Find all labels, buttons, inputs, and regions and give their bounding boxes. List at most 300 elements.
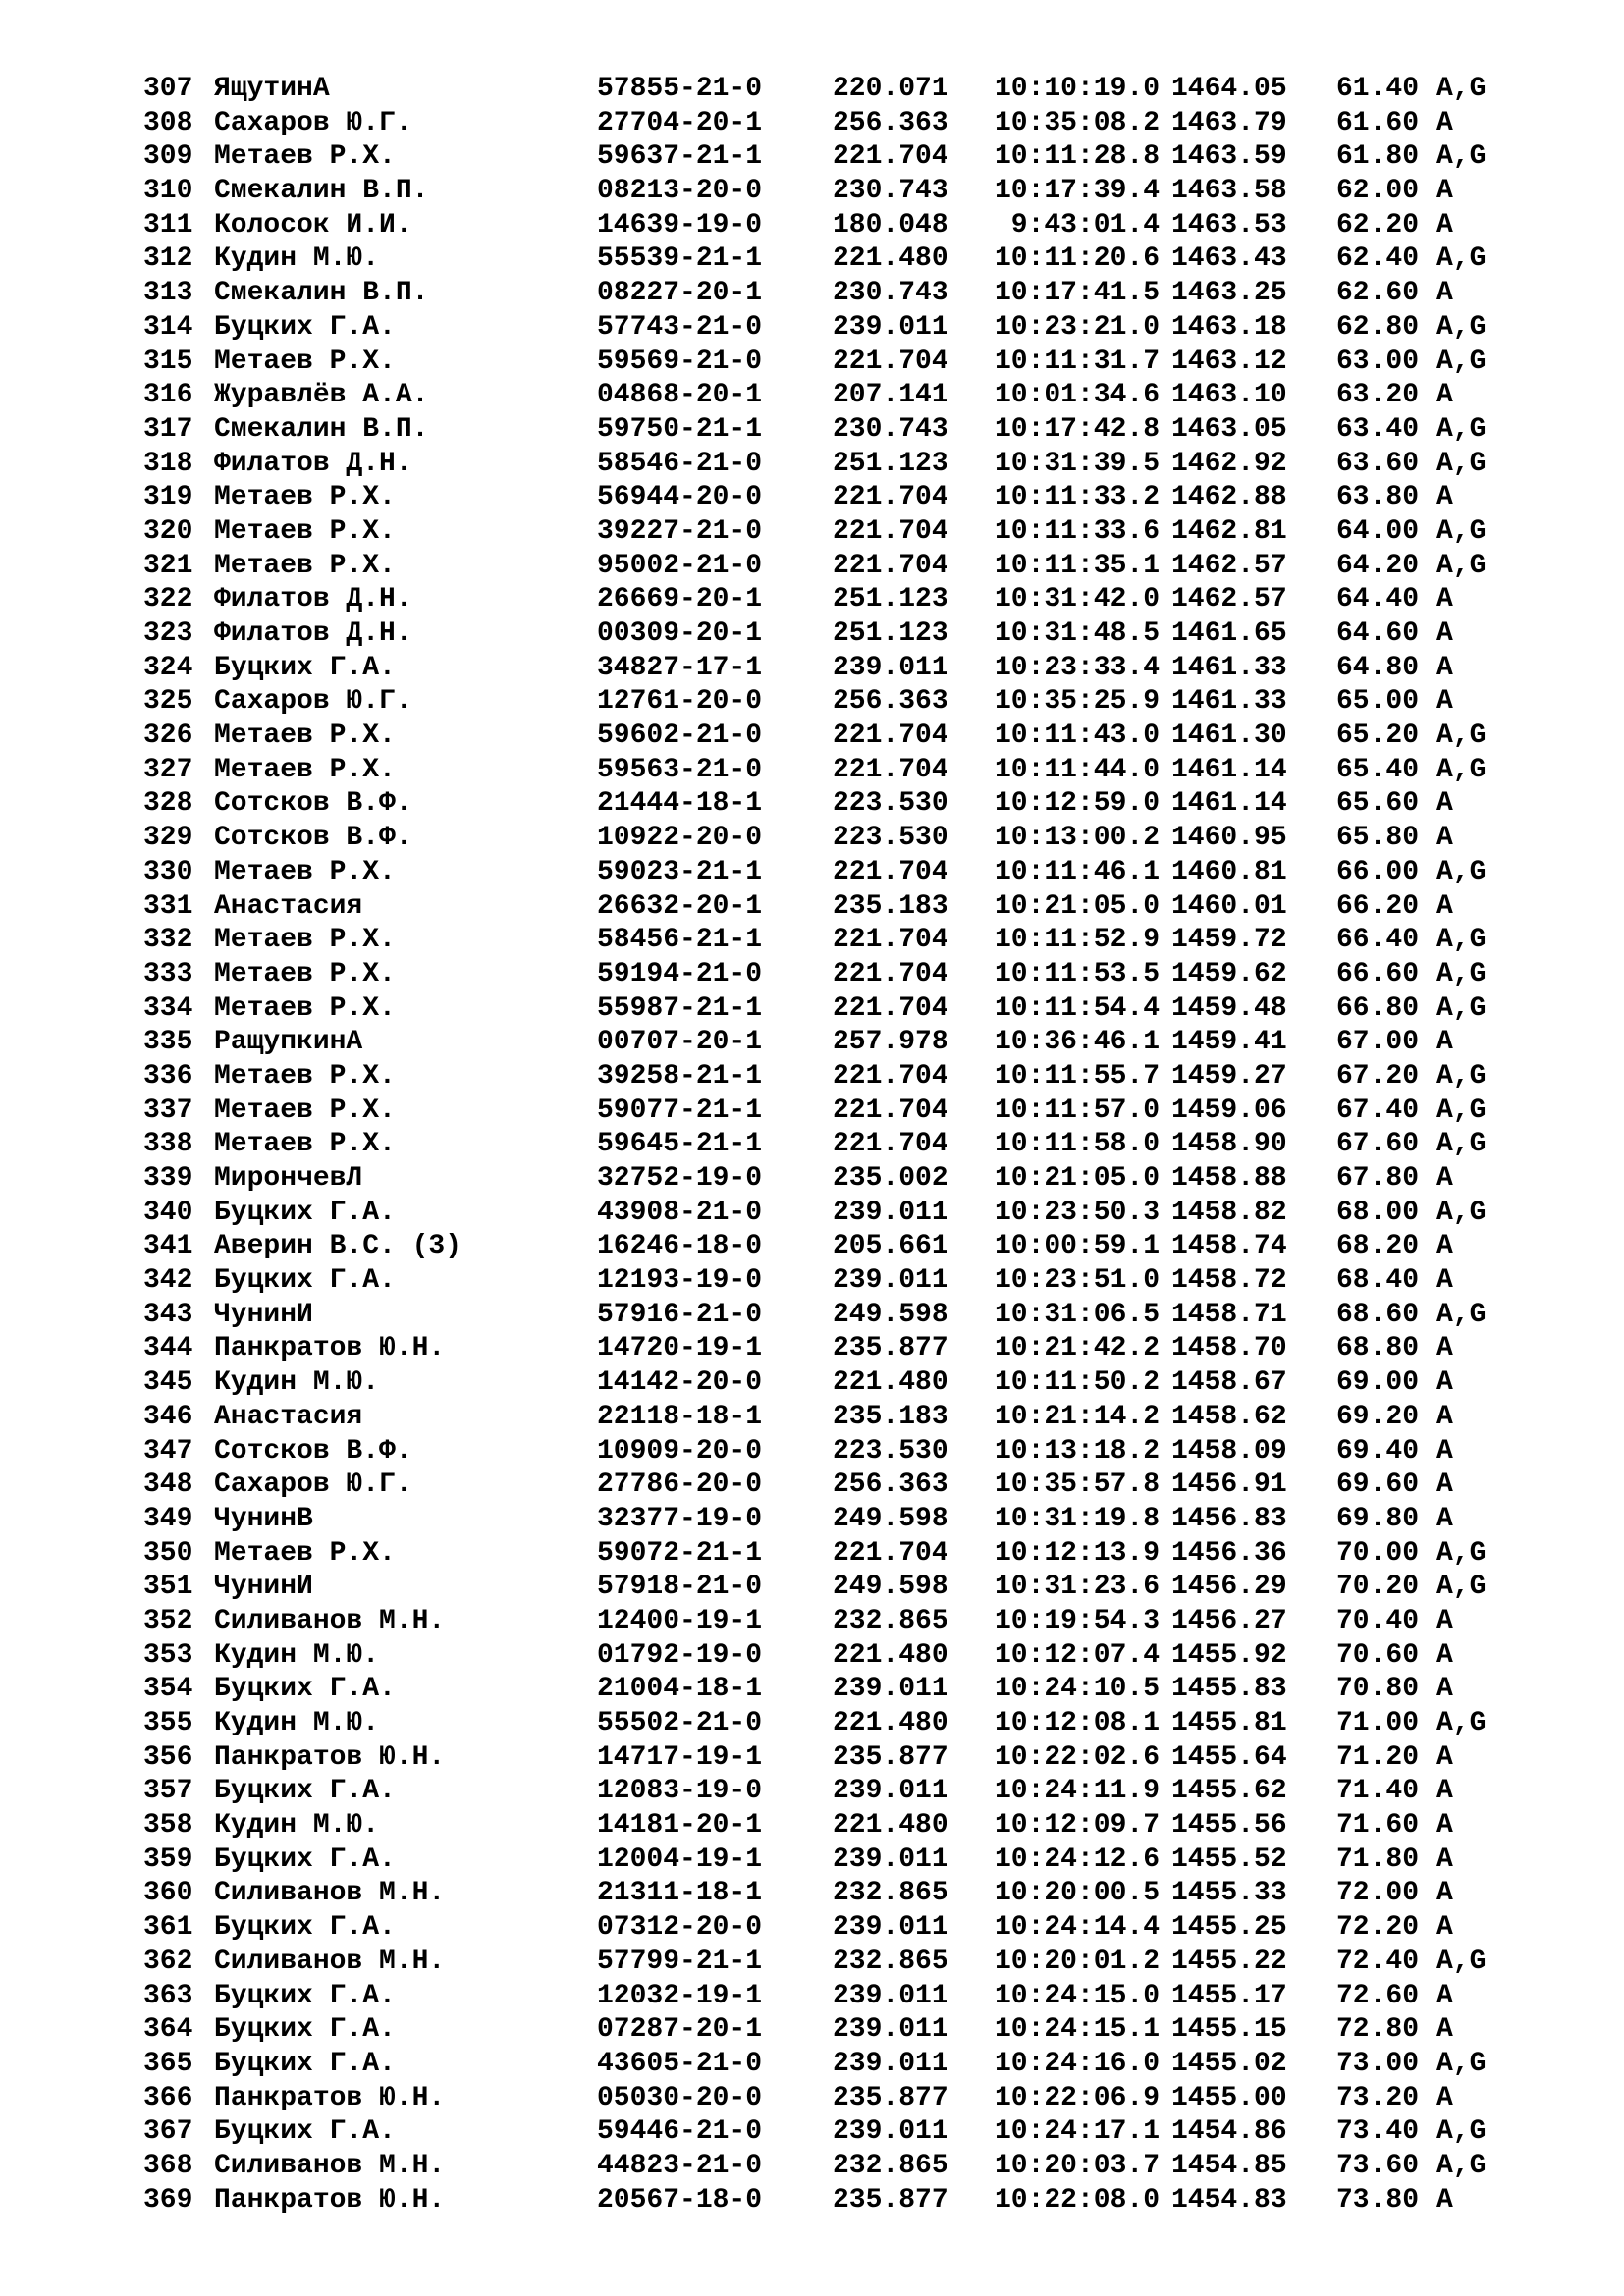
result-row bbox=[143, 448, 1518, 482]
points-cell: 65.40 bbox=[1336, 754, 1420, 785]
fancier-name-cell: Сотсков В.Ф. bbox=[214, 823, 412, 854]
velocity-cell: 1458.70 bbox=[1171, 1333, 1287, 1364]
flags-cell: A,G bbox=[1436, 1537, 1487, 1569]
points-cell: 61.60 bbox=[1336, 107, 1420, 138]
fancier-name-cell: ЧунинИ bbox=[214, 1299, 313, 1330]
points-cell: 64.60 bbox=[1336, 618, 1420, 649]
fancier-name-cell: Смекалин В.П. bbox=[214, 176, 429, 207]
fancier-name-cell: Метаев Р.Х. bbox=[214, 1129, 396, 1160]
arrival-time-cell: 10:13:18.2 bbox=[994, 1435, 1160, 1467]
rank-cell: 321 bbox=[143, 550, 193, 581]
distance-cell: 256.363 bbox=[833, 686, 948, 718]
fancier-name-cell: Метаев Р.Х. bbox=[214, 346, 396, 377]
rank-cell: 368 bbox=[143, 2150, 193, 2181]
rank-cell: 359 bbox=[143, 1843, 193, 1875]
result-row bbox=[143, 1332, 1518, 1366]
arrival-time-cell: 10:11:44.0 bbox=[994, 754, 1160, 785]
distance-cell: 221.480 bbox=[833, 1708, 948, 1738]
arrival-time-cell: 10:23:21.0 bbox=[994, 311, 1160, 343]
rank-cell: 332 bbox=[143, 925, 193, 956]
ring-id-cell: 26632-20-1 bbox=[597, 890, 763, 922]
velocity-cell: 1454.86 bbox=[1171, 2116, 1287, 2148]
result-row bbox=[143, 481, 1518, 515]
result-row bbox=[143, 754, 1518, 788]
velocity-cell: 1463.53 bbox=[1171, 209, 1287, 240]
arrival-time-cell: 10:20:01.2 bbox=[994, 1946, 1160, 1977]
flags-cell: A bbox=[1436, 890, 1453, 922]
distance-cell: 221.704 bbox=[833, 992, 948, 1024]
rank-cell: 326 bbox=[143, 721, 193, 752]
rank-cell: 311 bbox=[143, 209, 193, 240]
fancier-name-cell: Сахаров Ю.Г. bbox=[214, 107, 412, 138]
arrival-time-cell: 10:13:00.2 bbox=[994, 823, 1160, 854]
velocity-cell: 1463.59 bbox=[1171, 141, 1287, 173]
flags-cell: A,G bbox=[1436, 1299, 1487, 1330]
points-cell: 68.80 bbox=[1336, 1333, 1420, 1364]
ring-id-cell: 14639-19-0 bbox=[597, 209, 763, 240]
ring-id-cell: 32752-19-0 bbox=[597, 1163, 763, 1194]
flags-cell: A,G bbox=[1436, 1708, 1487, 1738]
rank-cell: 324 bbox=[143, 652, 193, 683]
velocity-cell: 1459.62 bbox=[1171, 958, 1287, 989]
fancier-name-cell: Метаев Р.Х. bbox=[214, 925, 396, 956]
distance-cell: 232.865 bbox=[833, 1946, 948, 1977]
velocity-cell: 1461.14 bbox=[1171, 754, 1287, 785]
rank-cell: 335 bbox=[143, 1027, 193, 1058]
points-cell: 65.80 bbox=[1336, 823, 1420, 854]
velocity-cell: 1458.74 bbox=[1171, 1231, 1287, 1262]
points-cell: 62.60 bbox=[1336, 278, 1420, 309]
rank-cell: 349 bbox=[143, 1503, 193, 1534]
distance-cell: 235.183 bbox=[833, 890, 948, 922]
result-row bbox=[143, 1128, 1518, 1162]
points-cell: 63.80 bbox=[1336, 482, 1420, 513]
arrival-time-cell: 10:21:42.2 bbox=[994, 1333, 1160, 1364]
result-row bbox=[143, 413, 1518, 448]
result-row bbox=[143, 515, 1518, 550]
ring-id-cell: 57743-21-0 bbox=[597, 311, 763, 343]
flags-cell: A,G bbox=[1436, 1197, 1487, 1228]
distance-cell: 221.704 bbox=[833, 721, 948, 752]
points-cell: 66.40 bbox=[1336, 925, 1420, 956]
velocity-cell: 1460.01 bbox=[1171, 890, 1287, 922]
arrival-time-cell: 10:12:09.7 bbox=[994, 1810, 1160, 1842]
rank-cell: 356 bbox=[143, 1741, 193, 1773]
velocity-cell: 1462.92 bbox=[1171, 448, 1287, 479]
ring-id-cell: 12032-19-1 bbox=[597, 1980, 763, 2011]
ring-id-cell: 00707-20-1 bbox=[597, 1027, 763, 1058]
arrival-time-cell: 10:24:15.1 bbox=[994, 2014, 1160, 2046]
arrival-time-cell: 10:24:16.0 bbox=[994, 2048, 1160, 2079]
rank-cell: 357 bbox=[143, 1776, 193, 1807]
distance-cell: 221.704 bbox=[833, 958, 948, 989]
ring-id-cell: 21004-18-1 bbox=[597, 1674, 763, 1705]
fancier-name-cell: РащупкинА bbox=[214, 1027, 363, 1058]
result-row bbox=[143, 1468, 1518, 1503]
ring-id-cell: 59569-21-0 bbox=[597, 346, 763, 377]
velocity-cell: 1455.81 bbox=[1171, 1708, 1287, 1738]
fancier-name-cell: Сахаров Ю.Г. bbox=[214, 1469, 412, 1501]
fancier-name-cell: Буцких Г.А. bbox=[214, 2014, 396, 2046]
arrival-time-cell: 10:12:13.9 bbox=[994, 1537, 1160, 1569]
distance-cell: 223.530 bbox=[833, 823, 948, 854]
arrival-time-cell: 10:21:05.0 bbox=[994, 1163, 1160, 1194]
velocity-cell: 1455.15 bbox=[1171, 2014, 1287, 2046]
rank-cell: 309 bbox=[143, 141, 193, 173]
rank-cell: 351 bbox=[143, 1572, 193, 1603]
arrival-time-cell: 10:31:19.8 bbox=[994, 1503, 1160, 1534]
flags-cell: A bbox=[1436, 1776, 1453, 1807]
rank-cell: 346 bbox=[143, 1401, 193, 1432]
result-row bbox=[143, 822, 1518, 856]
distance-cell: 256.363 bbox=[833, 1469, 948, 1501]
rank-cell: 345 bbox=[143, 1367, 193, 1399]
flags-cell: A bbox=[1436, 278, 1453, 309]
velocity-cell: 1458.82 bbox=[1171, 1197, 1287, 1228]
flags-cell: A,G bbox=[1436, 515, 1487, 547]
result-row bbox=[143, 1060, 1518, 1095]
ring-id-cell: 14142-20-0 bbox=[597, 1367, 763, 1399]
points-cell: 73.20 bbox=[1336, 2082, 1420, 2113]
fancier-name-cell: Панкратов Ю.Н. bbox=[214, 1333, 446, 1364]
distance-cell: 232.865 bbox=[833, 1878, 948, 1909]
rank-cell: 314 bbox=[143, 311, 193, 343]
fancier-name-cell: Буцких Г.А. bbox=[214, 1776, 396, 1807]
result-row bbox=[143, 1605, 1518, 1639]
velocity-cell: 1454.83 bbox=[1171, 2184, 1287, 2216]
rank-cell: 333 bbox=[143, 958, 193, 989]
rank-cell: 369 bbox=[143, 2184, 193, 2216]
arrival-time-cell: 10:23:33.4 bbox=[994, 652, 1160, 683]
fancier-name-cell: Метаев Р.Х. bbox=[214, 1537, 396, 1569]
result-row bbox=[143, 1162, 1518, 1197]
points-cell: 66.60 bbox=[1336, 958, 1420, 989]
flags-cell: A bbox=[1436, 1231, 1453, 1262]
fancier-name-cell: Колосок И.И. bbox=[214, 209, 412, 240]
fancier-name-cell: ЧунинИ bbox=[214, 1572, 313, 1603]
arrival-time-cell: 9:43:01.4 bbox=[1010, 209, 1160, 240]
fancier-name-cell: Силиванов М.Н. bbox=[214, 1878, 446, 1909]
velocity-cell: 1455.17 bbox=[1171, 1980, 1287, 2011]
ring-id-cell: 10909-20-0 bbox=[597, 1435, 763, 1467]
fancier-name-cell: Смекалин В.П. bbox=[214, 413, 429, 445]
flags-cell: A,G bbox=[1436, 754, 1487, 785]
result-row bbox=[143, 2115, 1518, 2150]
velocity-cell: 1455.52 bbox=[1171, 1843, 1287, 1875]
points-cell: 65.20 bbox=[1336, 721, 1420, 752]
points-cell: 68.20 bbox=[1336, 1231, 1420, 1262]
ring-id-cell: 05030-20-0 bbox=[597, 2082, 763, 2113]
ring-id-cell: 01792-19-0 bbox=[597, 1639, 763, 1671]
arrival-time-cell: 10:20:03.7 bbox=[994, 2150, 1160, 2181]
velocity-cell: 1455.64 bbox=[1171, 1741, 1287, 1773]
fancier-name-cell: Кудин М.Ю. bbox=[214, 1367, 380, 1399]
rank-cell: 354 bbox=[143, 1674, 193, 1705]
ring-id-cell: 59023-21-1 bbox=[597, 856, 763, 887]
rank-cell: 315 bbox=[143, 346, 193, 377]
result-row bbox=[143, 856, 1518, 890]
arrival-time-cell: 10:11:57.0 bbox=[994, 1095, 1160, 1126]
arrival-time-cell: 10:12:08.1 bbox=[994, 1708, 1160, 1738]
fancier-name-cell: Метаев Р.Х. bbox=[214, 1060, 396, 1092]
points-cell: 73.40 bbox=[1336, 2116, 1420, 2148]
result-row bbox=[143, 1775, 1518, 1809]
result-row bbox=[143, 924, 1518, 958]
flags-cell: A bbox=[1436, 1980, 1453, 2011]
result-row bbox=[143, 175, 1518, 209]
rank-cell: 310 bbox=[143, 176, 193, 207]
ring-id-cell: 12083-19-0 bbox=[597, 1776, 763, 1807]
flags-cell: A,G bbox=[1436, 1572, 1487, 1603]
distance-cell: 221.480 bbox=[833, 243, 948, 275]
arrival-time-cell: 10:11:35.1 bbox=[994, 550, 1160, 581]
distance-cell: 180.048 bbox=[833, 209, 948, 240]
flags-cell: A,G bbox=[1436, 346, 1487, 377]
points-cell: 63.60 bbox=[1336, 448, 1420, 479]
flags-cell: A bbox=[1436, 1367, 1453, 1399]
points-cell: 63.20 bbox=[1336, 380, 1420, 411]
ring-id-cell: 00309-20-1 bbox=[597, 618, 763, 649]
rank-cell: 325 bbox=[143, 686, 193, 718]
points-cell: 63.40 bbox=[1336, 413, 1420, 445]
ring-id-cell: 39258-21-1 bbox=[597, 1060, 763, 1092]
flags-cell: A bbox=[1436, 686, 1453, 718]
distance-cell: 251.123 bbox=[833, 584, 948, 615]
flags-cell: A bbox=[1436, 652, 1453, 683]
flags-cell: A bbox=[1436, 1333, 1453, 1364]
ring-id-cell: 59077-21-1 bbox=[597, 1095, 763, 1126]
arrival-time-cell: 10:23:50.3 bbox=[994, 1197, 1160, 1228]
velocity-cell: 1459.72 bbox=[1171, 925, 1287, 956]
fancier-name-cell: Филатов Д.Н. bbox=[214, 584, 412, 615]
rank-cell: 342 bbox=[143, 1265, 193, 1297]
velocity-cell: 1459.06 bbox=[1171, 1095, 1287, 1126]
distance-cell: 239.011 bbox=[833, 2014, 948, 2046]
result-row bbox=[143, 2150, 1518, 2184]
flags-cell: A bbox=[1436, 1843, 1453, 1875]
ring-id-cell: 14717-19-1 bbox=[597, 1741, 763, 1773]
rank-cell: 352 bbox=[143, 1605, 193, 1636]
ring-id-cell: 59637-21-1 bbox=[597, 141, 763, 173]
rank-cell: 355 bbox=[143, 1708, 193, 1738]
ring-id-cell: 57799-21-1 bbox=[597, 1946, 763, 1977]
ring-id-cell: 04868-20-1 bbox=[597, 380, 763, 411]
distance-cell: 221.704 bbox=[833, 346, 948, 377]
velocity-cell: 1460.81 bbox=[1171, 856, 1287, 887]
distance-cell: 221.704 bbox=[833, 1060, 948, 1092]
ring-id-cell: 12400-19-1 bbox=[597, 1605, 763, 1636]
arrival-time-cell: 10:11:50.2 bbox=[994, 1367, 1160, 1399]
points-cell: 71.00 bbox=[1336, 1708, 1420, 1738]
arrival-time-cell: 10:31:06.5 bbox=[994, 1299, 1160, 1330]
flags-cell: A bbox=[1436, 1503, 1453, 1534]
velocity-cell: 1463.25 bbox=[1171, 278, 1287, 309]
distance-cell: 221.704 bbox=[833, 1129, 948, 1160]
arrival-time-cell: 10:01:34.6 bbox=[994, 380, 1160, 411]
distance-cell: 249.598 bbox=[833, 1299, 948, 1330]
ring-id-cell: 59563-21-0 bbox=[597, 754, 763, 785]
arrival-time-cell: 10:11:46.1 bbox=[994, 856, 1160, 887]
rank-cell: 316 bbox=[143, 380, 193, 411]
fancier-name-cell: Буцких Г.А. bbox=[214, 1912, 396, 1944]
velocity-cell: 1462.57 bbox=[1171, 584, 1287, 615]
flags-cell: A bbox=[1436, 584, 1453, 615]
ring-id-cell: 12761-20-0 bbox=[597, 686, 763, 718]
fancier-name-cell: Метаев Р.Х. bbox=[214, 141, 396, 173]
velocity-cell: 1461.65 bbox=[1171, 618, 1287, 649]
distance-cell: 239.011 bbox=[833, 1674, 948, 1705]
points-cell: 69.60 bbox=[1336, 1469, 1420, 1501]
ring-id-cell: 59645-21-1 bbox=[597, 1129, 763, 1160]
rank-cell: 307 bbox=[143, 74, 193, 104]
velocity-cell: 1459.41 bbox=[1171, 1027, 1287, 1058]
result-row bbox=[143, 140, 1518, 175]
result-row bbox=[143, 1707, 1518, 1741]
rank-cell: 327 bbox=[143, 754, 193, 785]
arrival-time-cell: 10:23:51.0 bbox=[994, 1265, 1160, 1297]
points-cell: 66.80 bbox=[1336, 992, 1420, 1024]
distance-cell: 239.011 bbox=[833, 1197, 948, 1228]
flags-cell: A bbox=[1436, 1810, 1453, 1842]
velocity-cell: 1455.92 bbox=[1171, 1639, 1287, 1671]
distance-cell: 239.011 bbox=[833, 311, 948, 343]
flags-cell: A bbox=[1436, 1469, 1453, 1501]
rank-cell: 340 bbox=[143, 1197, 193, 1228]
points-cell: 67.40 bbox=[1336, 1095, 1420, 1126]
ring-id-cell: 57918-21-0 bbox=[597, 1572, 763, 1603]
ring-id-cell: 43605-21-0 bbox=[597, 2048, 763, 2079]
fancier-name-cell: Буцких Г.А. bbox=[214, 2048, 396, 2079]
ring-id-cell: 59602-21-0 bbox=[597, 721, 763, 752]
fancier-name-cell: Филатов Д.Н. bbox=[214, 448, 412, 479]
flags-cell: A bbox=[1436, 209, 1453, 240]
fancier-name-cell: Метаев Р.Х. bbox=[214, 515, 396, 547]
ring-id-cell: 56944-20-0 bbox=[597, 482, 763, 513]
ring-id-cell: 21444-18-1 bbox=[597, 788, 763, 820]
distance-cell: 221.704 bbox=[833, 925, 948, 956]
rank-cell: 337 bbox=[143, 1095, 193, 1126]
velocity-cell: 1455.00 bbox=[1171, 2082, 1287, 2113]
flags-cell: A,G bbox=[1436, 243, 1487, 275]
ring-id-cell: 10922-20-0 bbox=[597, 823, 763, 854]
result-row bbox=[143, 2048, 1518, 2082]
distance-cell: 221.704 bbox=[833, 515, 948, 547]
result-row bbox=[143, 1503, 1518, 1537]
arrival-time-cell: 10:35:57.8 bbox=[994, 1469, 1160, 1501]
distance-cell: 249.598 bbox=[833, 1572, 948, 1603]
velocity-cell: 1463.79 bbox=[1171, 107, 1287, 138]
arrival-time-cell: 10:35:08.2 bbox=[994, 107, 1160, 138]
distance-cell: 239.011 bbox=[833, 2048, 948, 2079]
flags-cell: A,G bbox=[1436, 1060, 1487, 1092]
fancier-name-cell: ЯщутинА bbox=[214, 74, 330, 104]
velocity-cell: 1456.27 bbox=[1171, 1605, 1287, 1636]
flags-cell: A bbox=[1436, 823, 1453, 854]
velocity-cell: 1454.85 bbox=[1171, 2150, 1287, 2181]
rank-cell: 320 bbox=[143, 515, 193, 547]
rank-cell: 350 bbox=[143, 1537, 193, 1569]
ring-id-cell: 43908-21-0 bbox=[597, 1197, 763, 1228]
flags-cell: A bbox=[1436, 2082, 1453, 2113]
result-row bbox=[143, 1366, 1518, 1401]
ring-id-cell: 27786-20-0 bbox=[597, 1469, 763, 1501]
result-row bbox=[143, 890, 1518, 925]
velocity-cell: 1459.48 bbox=[1171, 992, 1287, 1024]
arrival-time-cell: 10:22:08.0 bbox=[994, 2184, 1160, 2216]
velocity-cell: 1455.33 bbox=[1171, 1878, 1287, 1909]
distance-cell: 239.011 bbox=[833, 1980, 948, 2011]
distance-cell: 235.002 bbox=[833, 1163, 948, 1194]
points-cell: 72.60 bbox=[1336, 1980, 1420, 2011]
arrival-time-cell: 10:21:05.0 bbox=[994, 890, 1160, 922]
flags-cell: A,G bbox=[1436, 992, 1487, 1024]
result-row bbox=[143, 1026, 1518, 1060]
ring-id-cell: 58456-21-1 bbox=[597, 925, 763, 956]
result-row bbox=[143, 1435, 1518, 1469]
fancier-name-cell: Кудин М.Ю. bbox=[214, 1708, 380, 1738]
result-row bbox=[143, 1095, 1518, 1129]
ring-id-cell: 26669-20-1 bbox=[597, 584, 763, 615]
arrival-time-cell: 10:11:20.6 bbox=[994, 243, 1160, 275]
points-cell: 64.80 bbox=[1336, 652, 1420, 683]
flags-cell: A bbox=[1436, 1401, 1453, 1432]
points-cell: 69.80 bbox=[1336, 1503, 1420, 1534]
arrival-time-cell: 10:11:33.2 bbox=[994, 482, 1160, 513]
distance-cell: 251.123 bbox=[833, 448, 948, 479]
rank-cell: 362 bbox=[143, 1946, 193, 1977]
arrival-time-cell: 10:17:39.4 bbox=[994, 176, 1160, 207]
velocity-cell: 1461.33 bbox=[1171, 652, 1287, 683]
ring-id-cell: 57916-21-0 bbox=[597, 1299, 763, 1330]
arrival-time-cell: 10:11:54.4 bbox=[994, 992, 1160, 1024]
arrival-time-cell: 10:11:31.7 bbox=[994, 346, 1160, 377]
distance-cell: 221.704 bbox=[833, 1095, 948, 1126]
flags-cell: A bbox=[1436, 2014, 1453, 2046]
fancier-name-cell: Силиванов М.Н. bbox=[214, 1605, 446, 1636]
points-cell: 72.20 bbox=[1336, 1912, 1420, 1944]
flags-cell: A bbox=[1436, 1605, 1453, 1636]
flags-cell: A,G bbox=[1436, 721, 1487, 752]
velocity-cell: 1462.57 bbox=[1171, 550, 1287, 581]
result-row bbox=[143, 1264, 1518, 1299]
arrival-time-cell: 10:21:14.2 bbox=[994, 1401, 1160, 1432]
fancier-name-cell: Метаев Р.Х. bbox=[214, 992, 396, 1024]
result-row bbox=[143, 685, 1518, 720]
fancier-name-cell: Анастасия bbox=[214, 890, 363, 922]
points-cell: 71.60 bbox=[1336, 1810, 1420, 1842]
fancier-name-cell: Панкратов Ю.Н. bbox=[214, 2082, 446, 2113]
fancier-name-cell: Панкратов Ю.Н. bbox=[214, 1741, 446, 1773]
result-row bbox=[143, 346, 1518, 380]
ring-id-cell: 55539-21-1 bbox=[597, 243, 763, 275]
flags-cell: A bbox=[1436, 482, 1453, 513]
arrival-time-cell: 10:24:15.0 bbox=[994, 1980, 1160, 2011]
fancier-name-cell: Сотсков В.Ф. bbox=[214, 788, 412, 820]
result-row bbox=[143, 787, 1518, 822]
flags-cell: A bbox=[1436, 1639, 1453, 1671]
distance-cell: 251.123 bbox=[833, 618, 948, 649]
rank-cell: 347 bbox=[143, 1435, 193, 1467]
velocity-cell: 1463.43 bbox=[1171, 243, 1287, 275]
fancier-name-cell: Буцких Г.А. bbox=[214, 1265, 396, 1297]
fancier-name-cell: Кудин М.Ю. bbox=[214, 1639, 380, 1671]
points-cell: 70.80 bbox=[1336, 1674, 1420, 1705]
distance-cell: 221.704 bbox=[833, 754, 948, 785]
fancier-name-cell: Сахаров Ю.Г. bbox=[214, 686, 412, 718]
rank-cell: 317 bbox=[143, 413, 193, 445]
distance-cell: 221.480 bbox=[833, 1639, 948, 1671]
rank-cell: 312 bbox=[143, 243, 193, 275]
